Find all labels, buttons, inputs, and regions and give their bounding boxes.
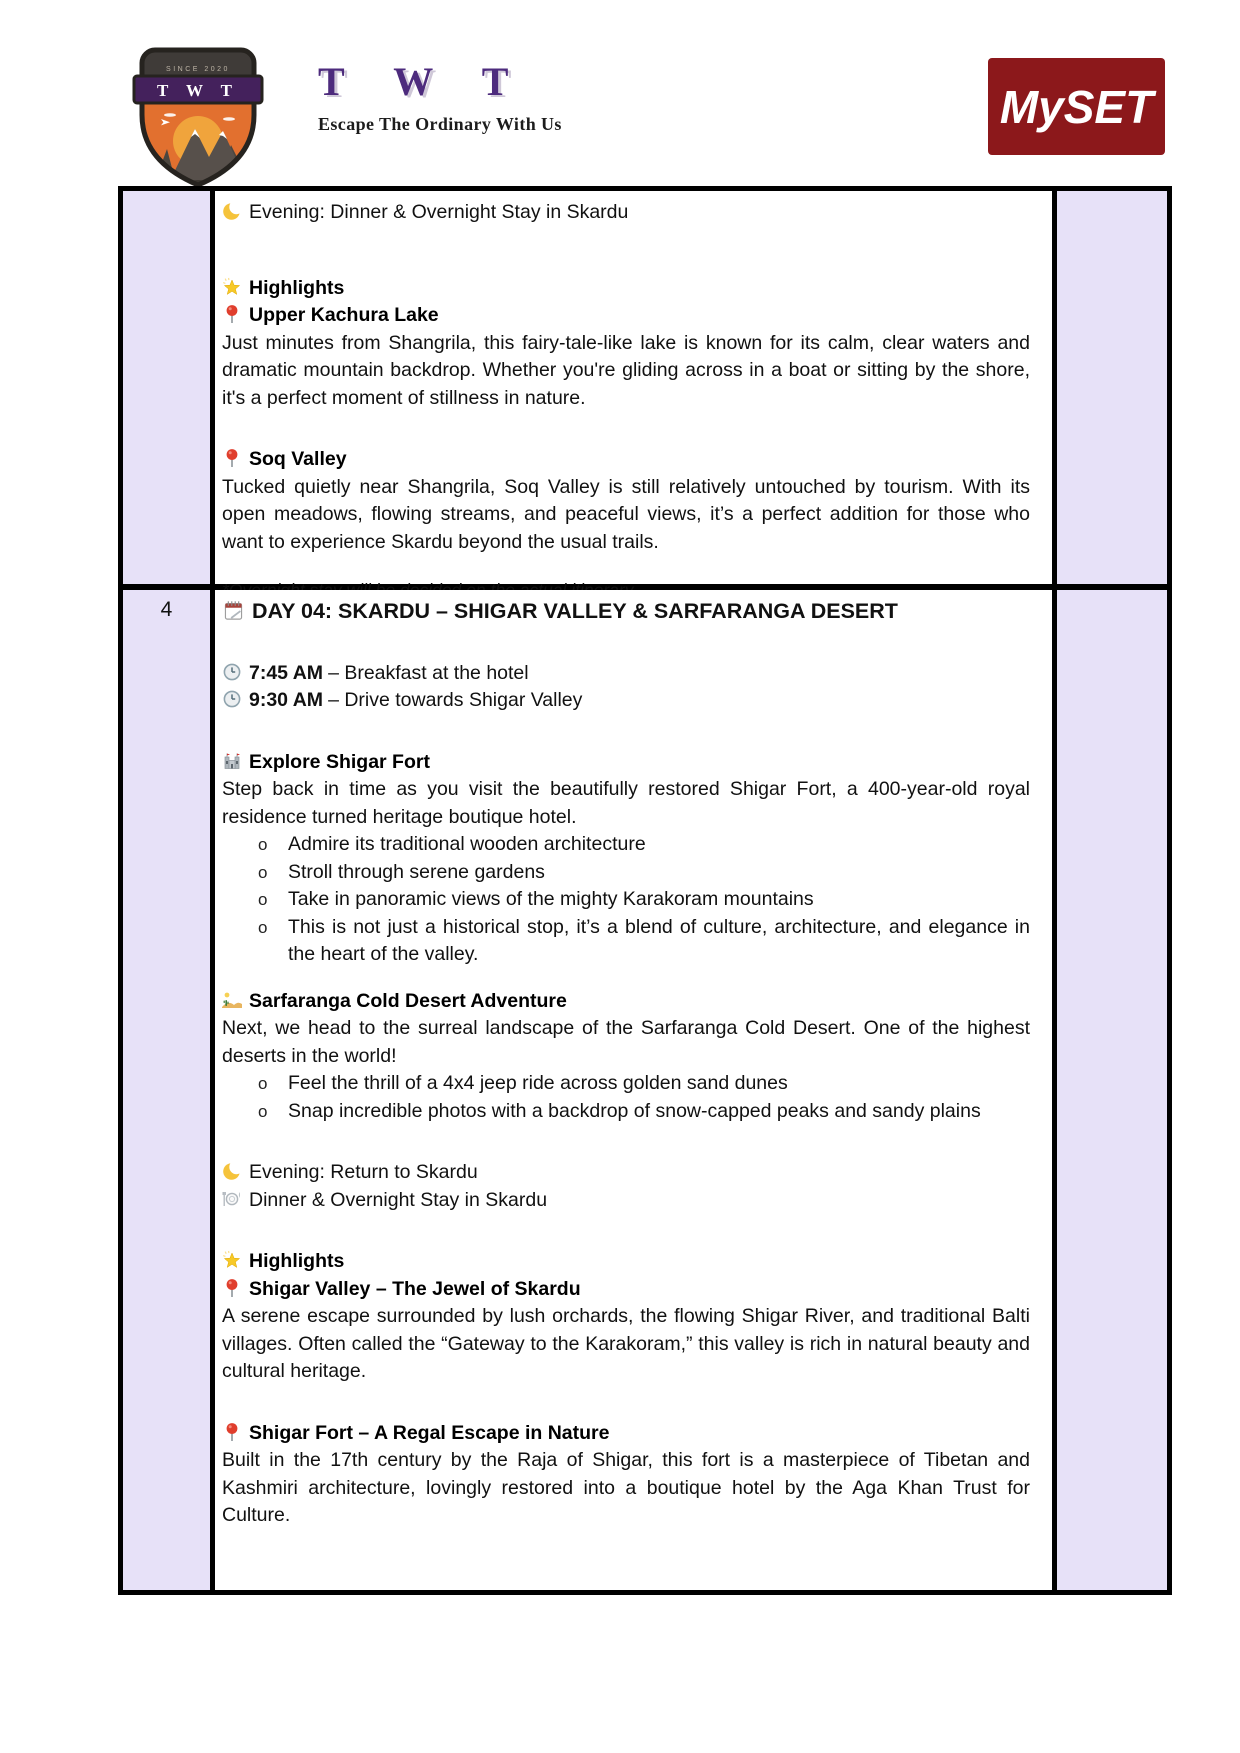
fork-knife-plate-icon <box>222 1189 242 1209</box>
valley-paragraph: A serene escape surrounded by lush orchards, the flowing Shigar River, and traditional Balti villages. Often called the “Gateway to the Karakoram,” this valley is rich in natural beauty and cultural heritage. <box>222 1305 1030 1382</box>
twt-shield-logo <box>133 45 263 187</box>
crescent-moon-icon <box>222 201 242 221</box>
day-index-cell: 4 <box>123 590 215 1590</box>
myset-logo-text: MySET <box>999 80 1154 133</box>
crescent-moon-icon <box>222 1161 242 1181</box>
list-item: o Take in panoramic views of the mighty Karakoram mountains <box>258 886 1030 914</box>
table-row <box>123 191 1167 590</box>
fort-heading: Explore Shigar Fort <box>222 749 1030 777</box>
list-item: o Snap incredible photos with a backdrop of snow-capped peaks and sandy plains <box>258 1098 1030 1126</box>
regal-heading: Shigar Fort – A Regal Escape in Nature <box>222 1420 1030 1448</box>
glowing-star-icon <box>222 277 242 297</box>
list-item: o Admire its traditional wooden architecture <box>258 831 1030 859</box>
brand-wordmark: T W T <box>318 59 529 104</box>
clock-icon <box>222 689 242 709</box>
badge-initials-text: T W T <box>157 81 239 100</box>
empty-side-cell <box>1057 191 1167 584</box>
round-pushpin-icon <box>222 304 242 324</box>
time-line: 7:45 AM – Breakfast at the hotel <box>222 660 1030 688</box>
desert-heading: Sarfaranga Cold Desert Adventure <box>222 988 1030 1016</box>
table-row <box>123 590 1167 1590</box>
spiral-calendar-icon <box>222 599 245 622</box>
time-line: 9:30 AM – Drive towards Shigar Valley <box>222 687 1030 715</box>
highlights-heading: Highlights <box>222 275 1030 303</box>
desert-bullet-list <box>222 1070 1030 1125</box>
day-index-cell <box>123 191 215 584</box>
castle-icon <box>222 751 242 771</box>
round-pushpin-icon <box>222 1278 242 1298</box>
myset-logo <box>988 58 1165 155</box>
desert-paragraph: Next, we head to the surreal landscape of the Sarfaranga Cold Desert. One of the highest deserts in the world! <box>222 1017 1030 1067</box>
page-header <box>0 0 1240 186</box>
list-item: o This is not just a historical stop, it’s a blend of culture, architecture, and elegance in the heart of the valley. <box>258 914 1030 969</box>
itinerary-table <box>118 186 1172 1595</box>
round-pushpin-icon <box>222 448 242 468</box>
round-pushpin-icon <box>222 1422 242 1442</box>
list-item: o Feel the thrill of a 4x4 jeep ride across golden sand dunes <box>258 1070 1030 1098</box>
day-content-cell <box>215 191 1057 584</box>
glowing-star-icon <box>222 1250 242 1270</box>
kachura-heading: Upper Kachura Lake <box>222 302 1030 330</box>
day-title: DAY 04: SKARDU – SHIGAR VALLEY & SARFARANGA DESERT <box>222 598 1030 626</box>
empty-side-cell <box>1057 590 1167 1590</box>
brand-block <box>318 58 562 135</box>
fort-paragraph: Step back in time as you visit the beautifully restored Shigar Fort, a 400-year-old royal residence turned heritage boutique hotel. <box>222 778 1030 828</box>
clock-icon <box>222 662 242 682</box>
soq-paragraph: Tucked quietly near Shangrila, Soq Valley is still relatively untouched by tourism. With its open meadows, flowing streams, and peaceful views, it’s a perfect addition for those who want to experience Skardu beyond the usual trails. <box>222 475 1030 553</box>
day-content-cell <box>215 590 1057 1590</box>
badge-since-text: SINCE 2020 <box>166 66 230 73</box>
highlights-heading: Highlights <box>222 1248 1030 1276</box>
valley-heading: Shigar Valley – The Jewel of Skardu <box>222 1276 1030 1304</box>
kachura-paragraph: Just minutes from Shangrila, this fairy-tale-like lake is known for its calm, clear waters and dramatic mountain backdrop. Whether you're gliding across in a boat or sitting by the shore, it's a perfect moment of stillness in nature. <box>222 331 1030 409</box>
brand-tagline: Escape The Ordinary With Us <box>318 114 562 134</box>
fort-bullet-list <box>222 831 1030 969</box>
regal-paragraph: Built in the 17th century by the Raja of Shigar, this fort is a masterpiece of Tibetan and Kashmiri architecture, lovingly restored into a boutique hotel by the Aga Khan Trust for Culture. <box>222 1449 1030 1526</box>
evening-line: Evening: Return to Skardu <box>222 1159 1030 1187</box>
list-item: o Stroll through serene gardens <box>258 859 1030 887</box>
dinner-line: Dinner & Overnight Stay in Skardu <box>222 1187 1030 1215</box>
desert-icon <box>222 990 242 1010</box>
evening-line: Evening: Dinner & Overnight Stay in Skardu <box>222 199 1030 227</box>
soq-heading: Soq Valley <box>222 446 1030 474</box>
